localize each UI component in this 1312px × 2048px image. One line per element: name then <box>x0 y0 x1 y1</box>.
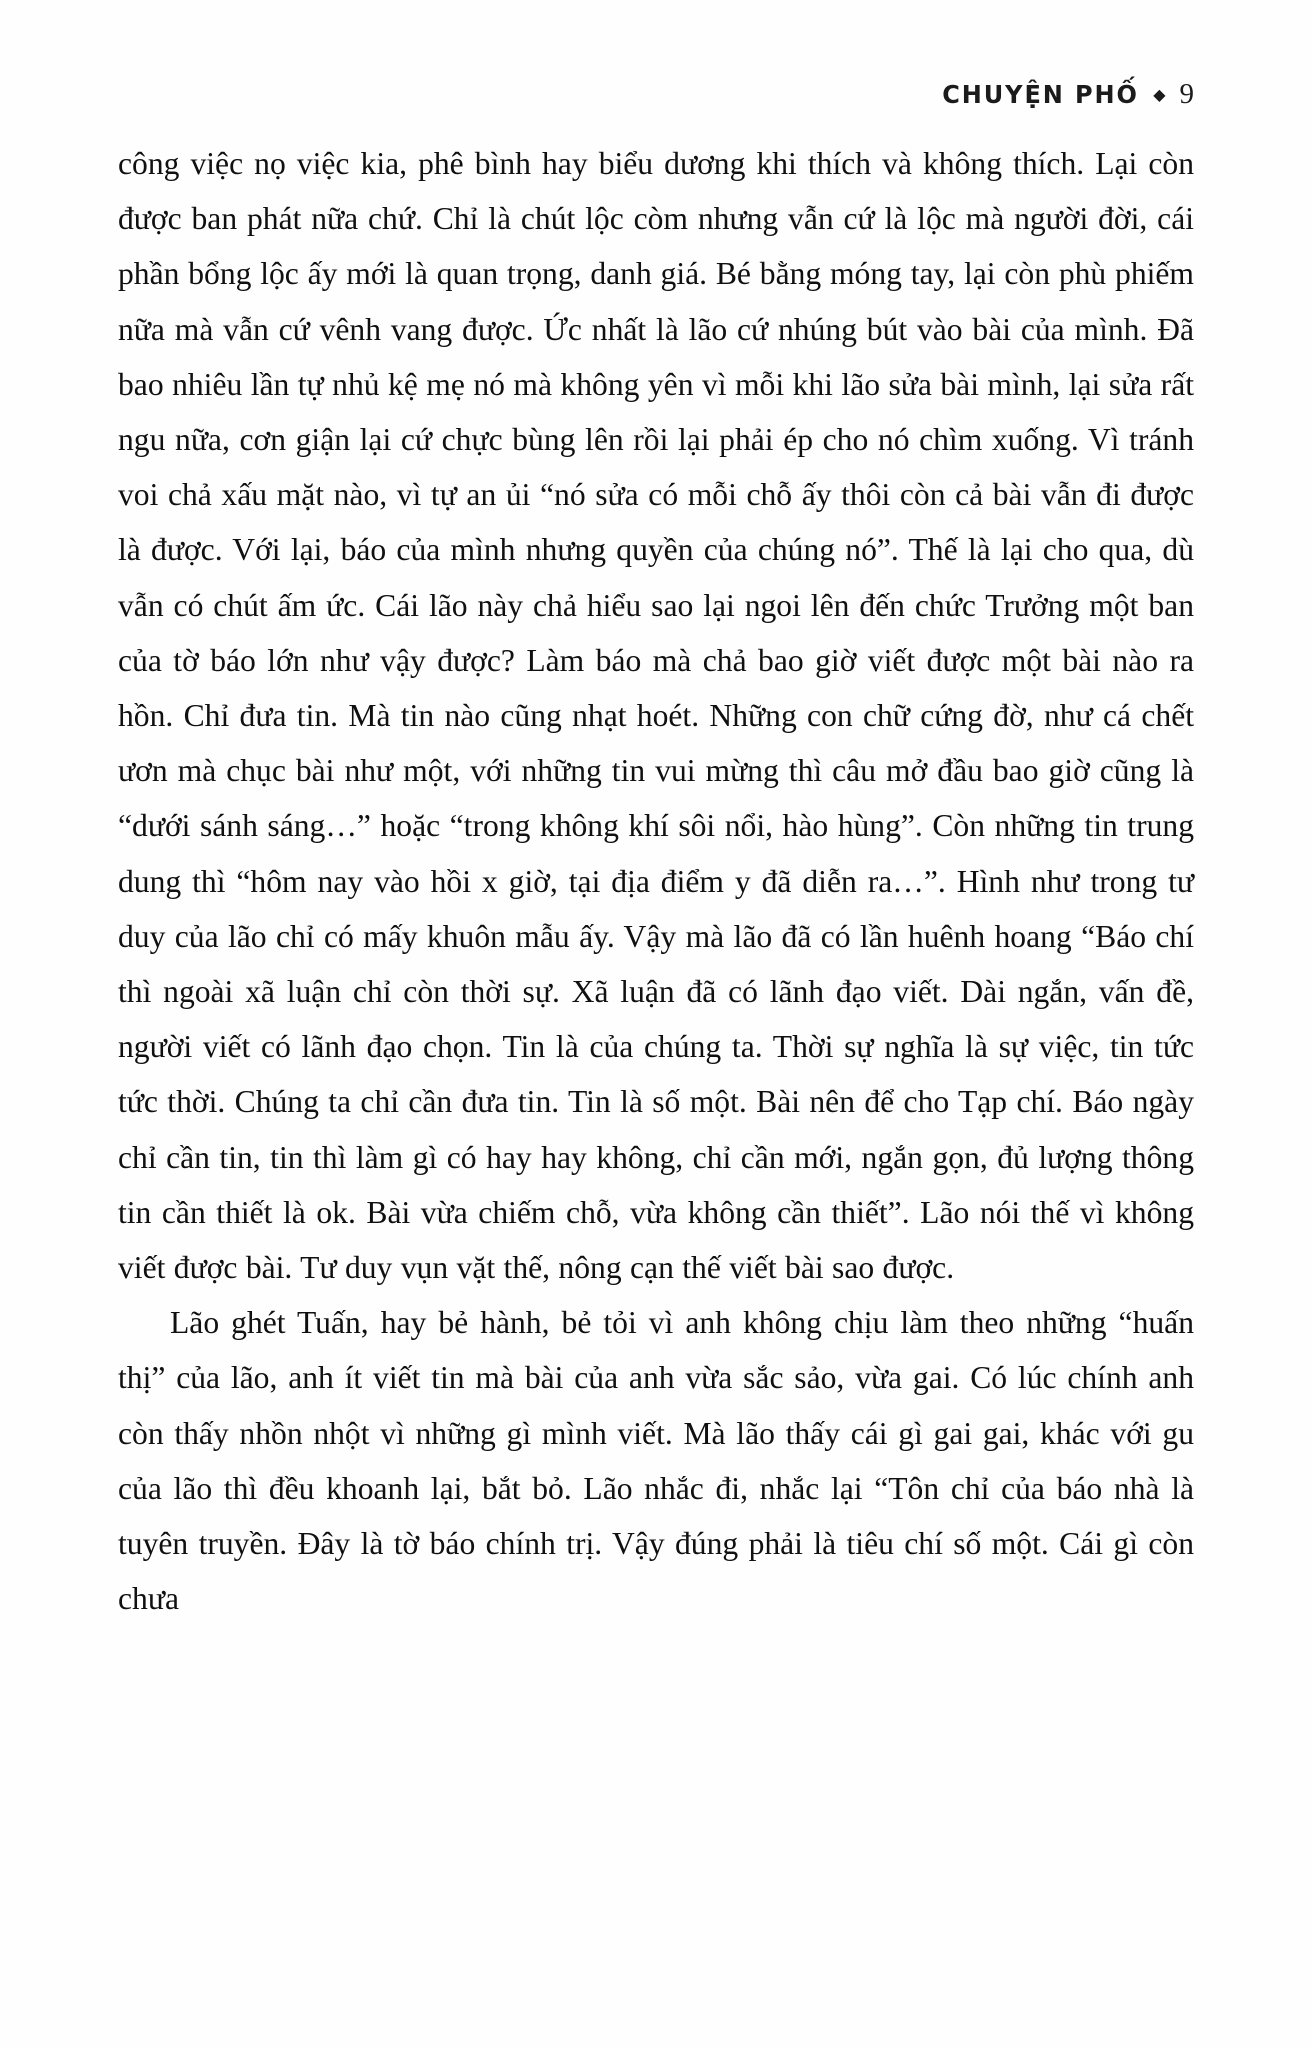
running-head <box>120 78 1194 120</box>
book-title: CHUYỆN PHỐ <box>942 80 1140 109</box>
page-number: 9 <box>1179 78 1194 110</box>
body-text-block <box>118 136 1194 1626</box>
paragraph-2: Lão ghét Tuấn, hay bẻ hành, bẻ tỏi vì anh không chịu làm theo những “huấn thị” của lão, anh ít viết tin mà bài của anh vừa sắc sảo, vừa gai. Có lúc chính anh còn thấy nhồn nhột vì những gì mình viết. Mà lão thấy cái gì gai gai, khác với gu của lão thì đều khoanh lại, bắt bỏ. Lão nhắc đi, nhắc lại “Tôn chỉ của báo nhà là tuyên truyền. Đây là tờ báo chính trị. Vậy đúng phải là tiêu chí số một. Cái gì còn chưa <box>118 1305 1194 1617</box>
diamond-icon: ◆ <box>1153 87 1166 104</box>
paragraph-1: công việc nọ việc kia, phê bình hay biểu dương khi thích và không thích. Lại còn được ban phát nữa chứ. Chỉ là chút lộc còm nhưng vẫn cứ là lộc mà người đời, cái phần bổng lộc ấy mới là quan trọng, danh giá. Bé bằng móng tay, lại còn phù phiếm nữa mà vẫn cứ vênh vang được. Ức nhất là lão cứ nhúng bút vào bài của mình. Đã bao nhiêu lần tự nhủ kệ mẹ nó mà không yên vì mỗi khi lão sửa bài mình, lại sửa rất ngu nữa, cơn giận lại cứ chực bùng lên rồi lại phải ép cho nó chìm xuống. Vì tránh voi chả xấu mặt nào, vì tự an ủi “nó sửa có mỗi chỗ ấy thôi còn cả bài vẫn đi được là được. Với lại, báo của mình nhưng quyền của chúng nó”. Thế là lại cho qua, dù vẫn có chút ấm ức. Cái lão này chả hiểu sao lại ngoi lên đến chức Trưởng một ban của tờ báo lớn như vậy được? Làm báo mà chả bao giờ viết được một bài nào ra hồn. Chỉ đưa tin. Mà tin nào cũng nhạt hoét. Những con chữ cứng đờ, như cá chết ươn mà chục bài như một, với những tin vui mừng thì câu mở đầu bao giờ cũng là “dưới sánh sáng…” hoặc “trong không khí sôi nổi, hào hùng”. Còn những tin trung dung thì “hôm nay vào hồi x giờ, tại địa điểm y đã diễn ra…”. Hình như trong tư duy của lão chỉ có mấy khuôn mẫu ấy. Vậy mà lão đã có lần huênh hoang “Báo chí thì ngoài xã luận chỉ còn thời sự. Xã luận đã có lãnh đạo viết. Dài ngắn, vấn đề, người viết có lãnh đạo chọn. Tin là của chúng ta. Thời sự nghĩa là sự việc, tin tức tức thời. Chúng ta chỉ cần đưa tin. Tin là số một. Bài nên để cho Tạp chí. Báo ngày chỉ cần tin, tin thì làm gì có hay hay không, chỉ cần mới, ngắn gọn, đủ lượng thông tin cần thiết là ok. Bài vừa chiếm chỗ, vừa không cần thiết”. Lão nói thế vì không viết được bài. Tư duy vụn vặt thế, nông cạn thế viết bài sao được. <box>118 146 1194 1286</box>
